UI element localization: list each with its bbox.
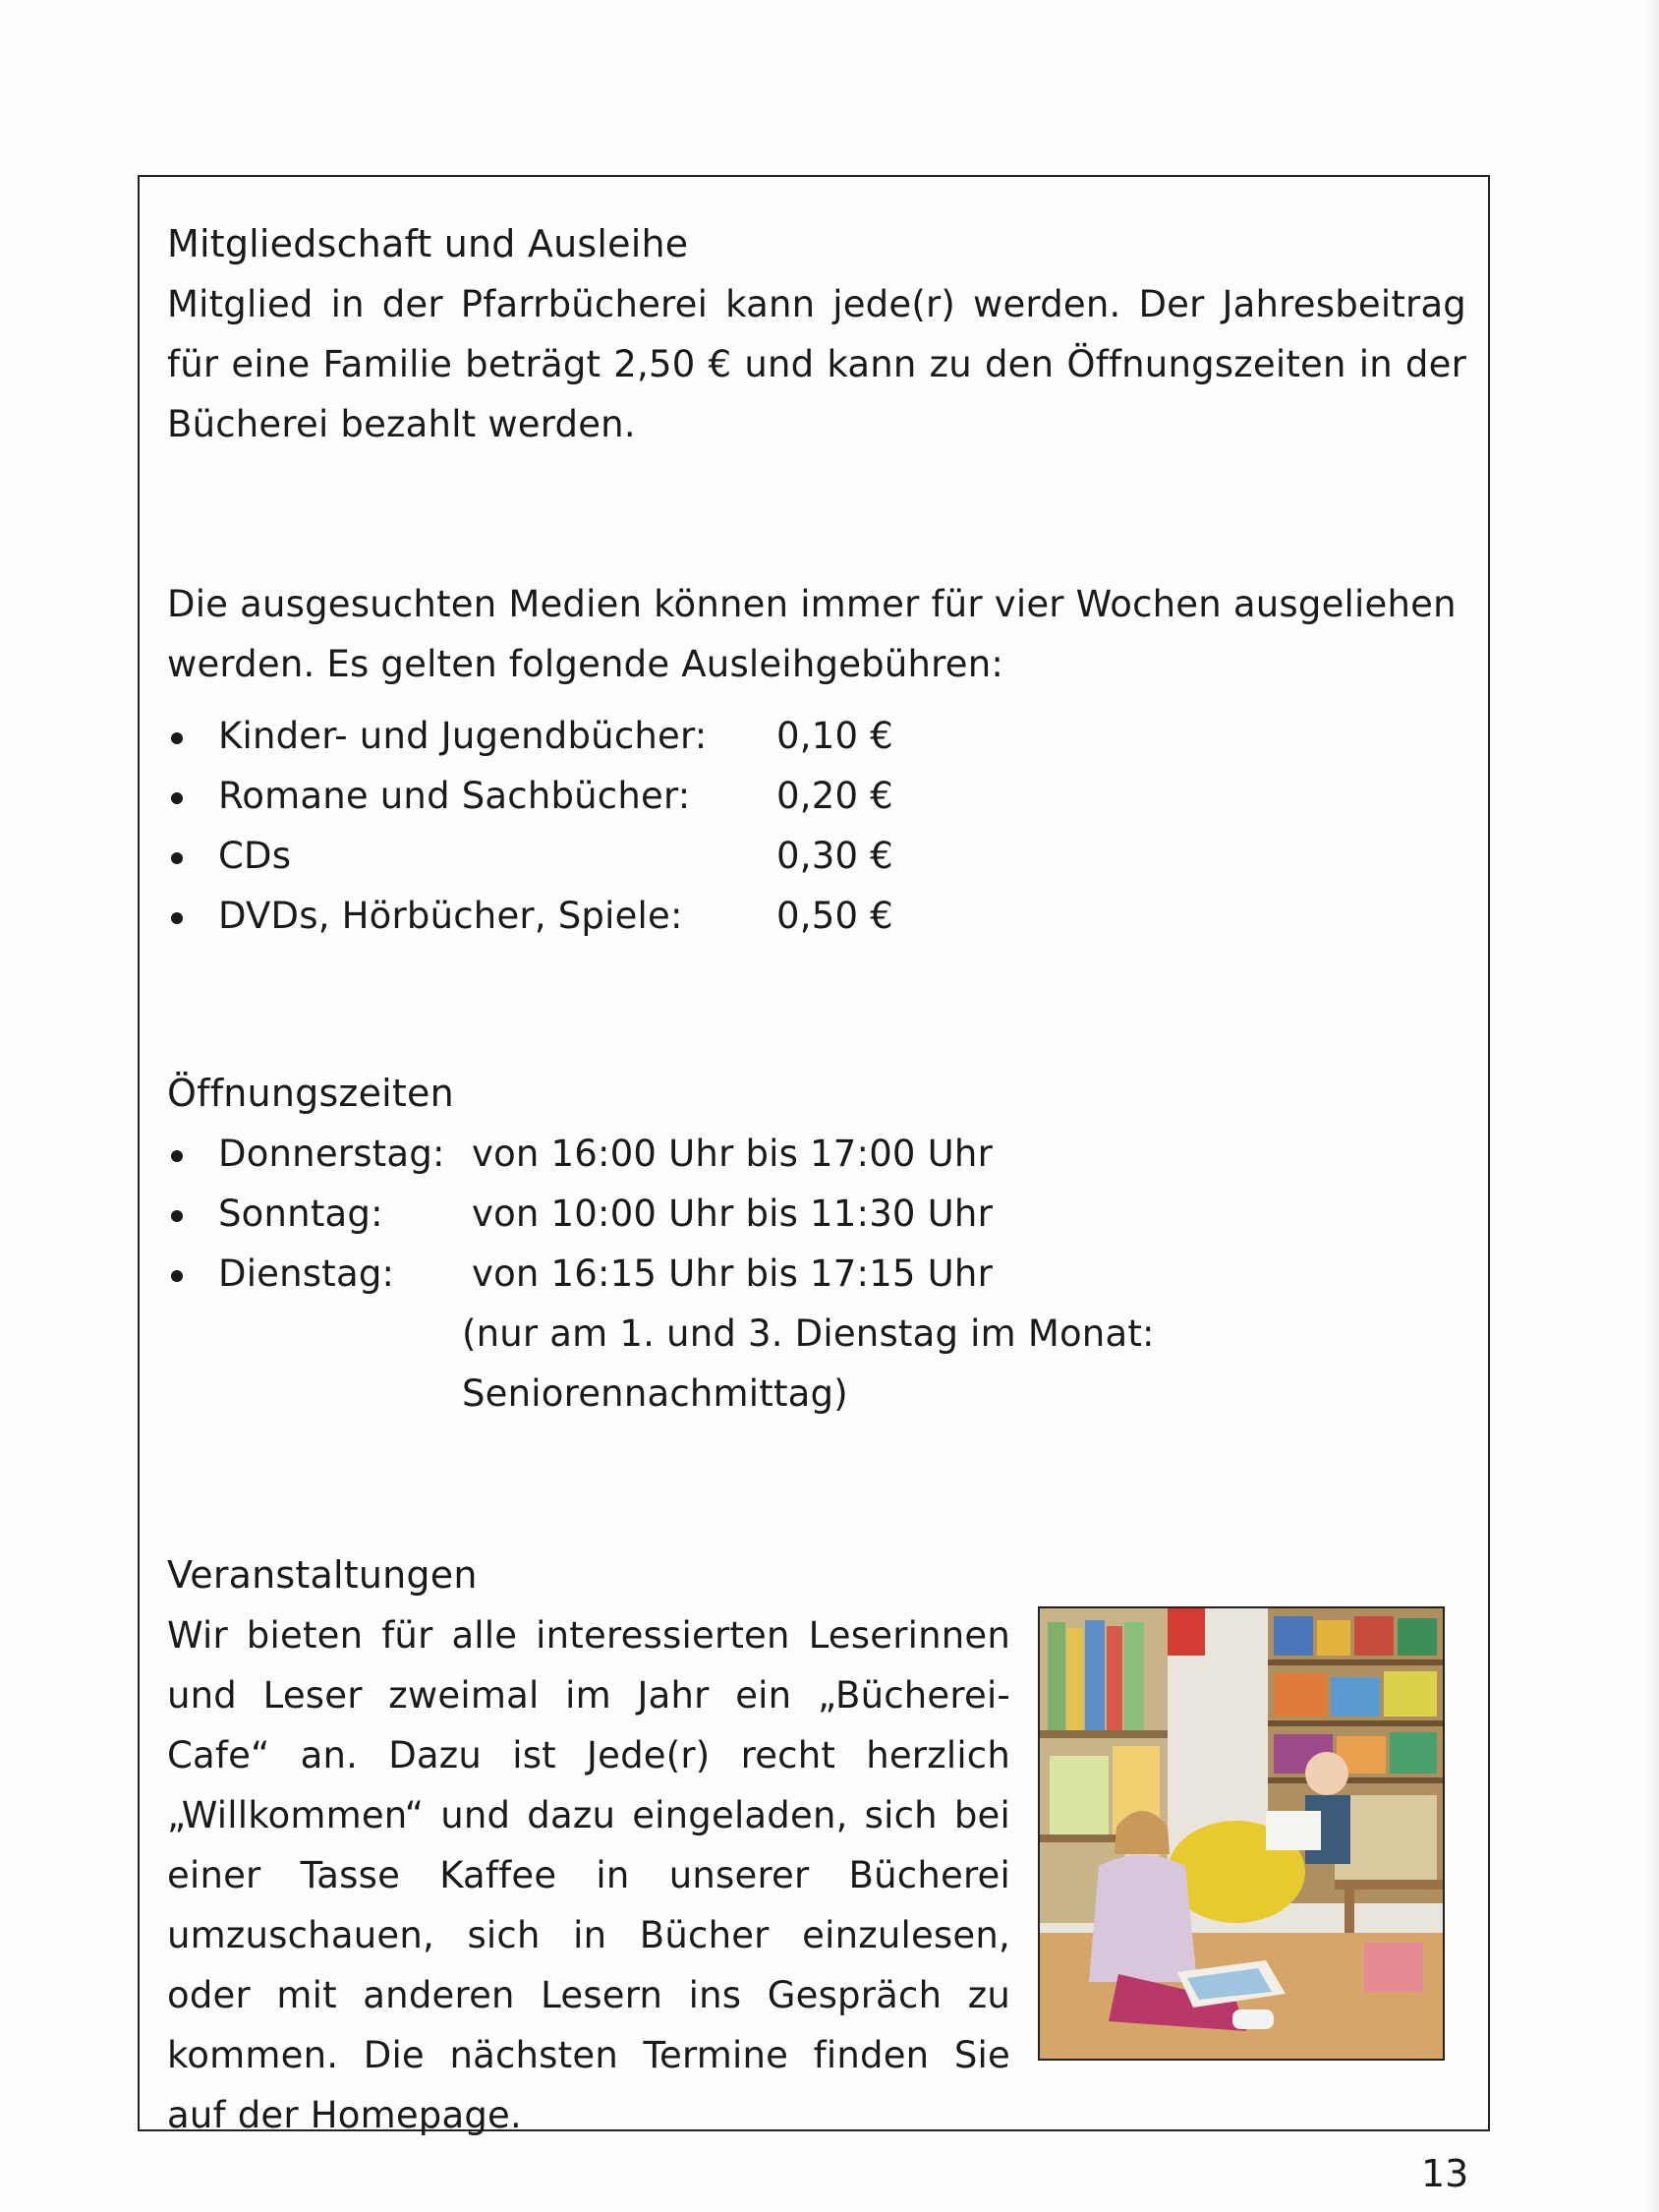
fee-price: 0,20 € <box>776 775 893 817</box>
fee-item <box>167 886 1466 946</box>
tuesday-note <box>167 1304 1466 1424</box>
time-range: von 16:00 Uhr bis 17:00 Uhr <box>472 1133 993 1175</box>
events-heading: Veranstaltungen <box>167 1553 478 1597</box>
opening-hours-item <box>167 1124 1466 1184</box>
fee-label: Kinder- und Jugendbücher: <box>218 715 708 757</box>
time-range: von 16:15 Uhr bis 17:15 Uhr <box>472 1252 993 1295</box>
fee-item <box>167 826 1466 886</box>
library-children-photo <box>1038 1606 1445 2061</box>
membership-heading: Mitgliedschaft und Ausleihe <box>167 222 689 265</box>
page-number: 13 <box>1421 2152 1469 2195</box>
opening-hours-item <box>167 1244 1466 1304</box>
fee-item <box>167 766 1466 826</box>
fee-price: 0,10 € <box>776 715 893 757</box>
opening-hours-list <box>167 1124 1466 1304</box>
time-range: von 10:00 Uhr bis 11:30 Uhr <box>472 1193 993 1235</box>
events-text: Wir bieten für alle interessierten Leserinnen und Leser zweimal im Jahr ein „Bücherei-Cafe“ an. Dazu ist Jede(r) recht herzlich „Willkommen“ und dazu eingeladen, sich bei einer Tasse Kaffee in unserer Bücherei umzuschauen, sich in Bücher einzulesen, oder mit anderen Lesern ins Gespräch zu kommen. Die nächsten Termine finden Sie auf der Homepage. <box>167 1614 1010 2136</box>
fee-label: CDs <box>218 835 292 877</box>
fee-item <box>167 706 1466 766</box>
fee-label: DVDs, Hörbücher, Spiele: <box>218 895 683 937</box>
page-content <box>167 214 1466 2145</box>
tuesday-note-line: (nur am 1. und 3. Dienstag im Monat: <box>462 1312 1155 1355</box>
fee-price: 0,50 € <box>776 895 893 937</box>
day-label: Dienstag: <box>218 1252 395 1295</box>
loan-text: Die ausgesuchten Medien können immer für vier Wochen ausgeliehen werden. Es gelten folgende Ausleihgebühren: <box>167 583 1457 685</box>
fee-label: Romane und Sachbücher: <box>218 775 691 817</box>
fee-price: 0,30 € <box>776 835 893 877</box>
membership-intro: Mitglied in der Pfarrbücherei kann jede(r) werden. Der Jahresbeitrag für eine Familie beträgt 2,50 € und kann zu den Öffnungszeiten in der Bücherei bezahlt werden. <box>167 283 1466 445</box>
page-edge-shadow <box>1645 0 1659 2212</box>
events-section <box>167 1545 1466 2145</box>
tuesday-note-line: Seniorennachmittag) <box>462 1372 848 1415</box>
opening-hours-item <box>167 1184 1466 1244</box>
opening-hours-heading: Öffnungszeiten <box>167 1072 454 1115</box>
day-label: Sonntag: <box>218 1193 383 1235</box>
fee-list <box>167 706 1466 946</box>
day-label: Donnerstag: <box>218 1133 445 1175</box>
